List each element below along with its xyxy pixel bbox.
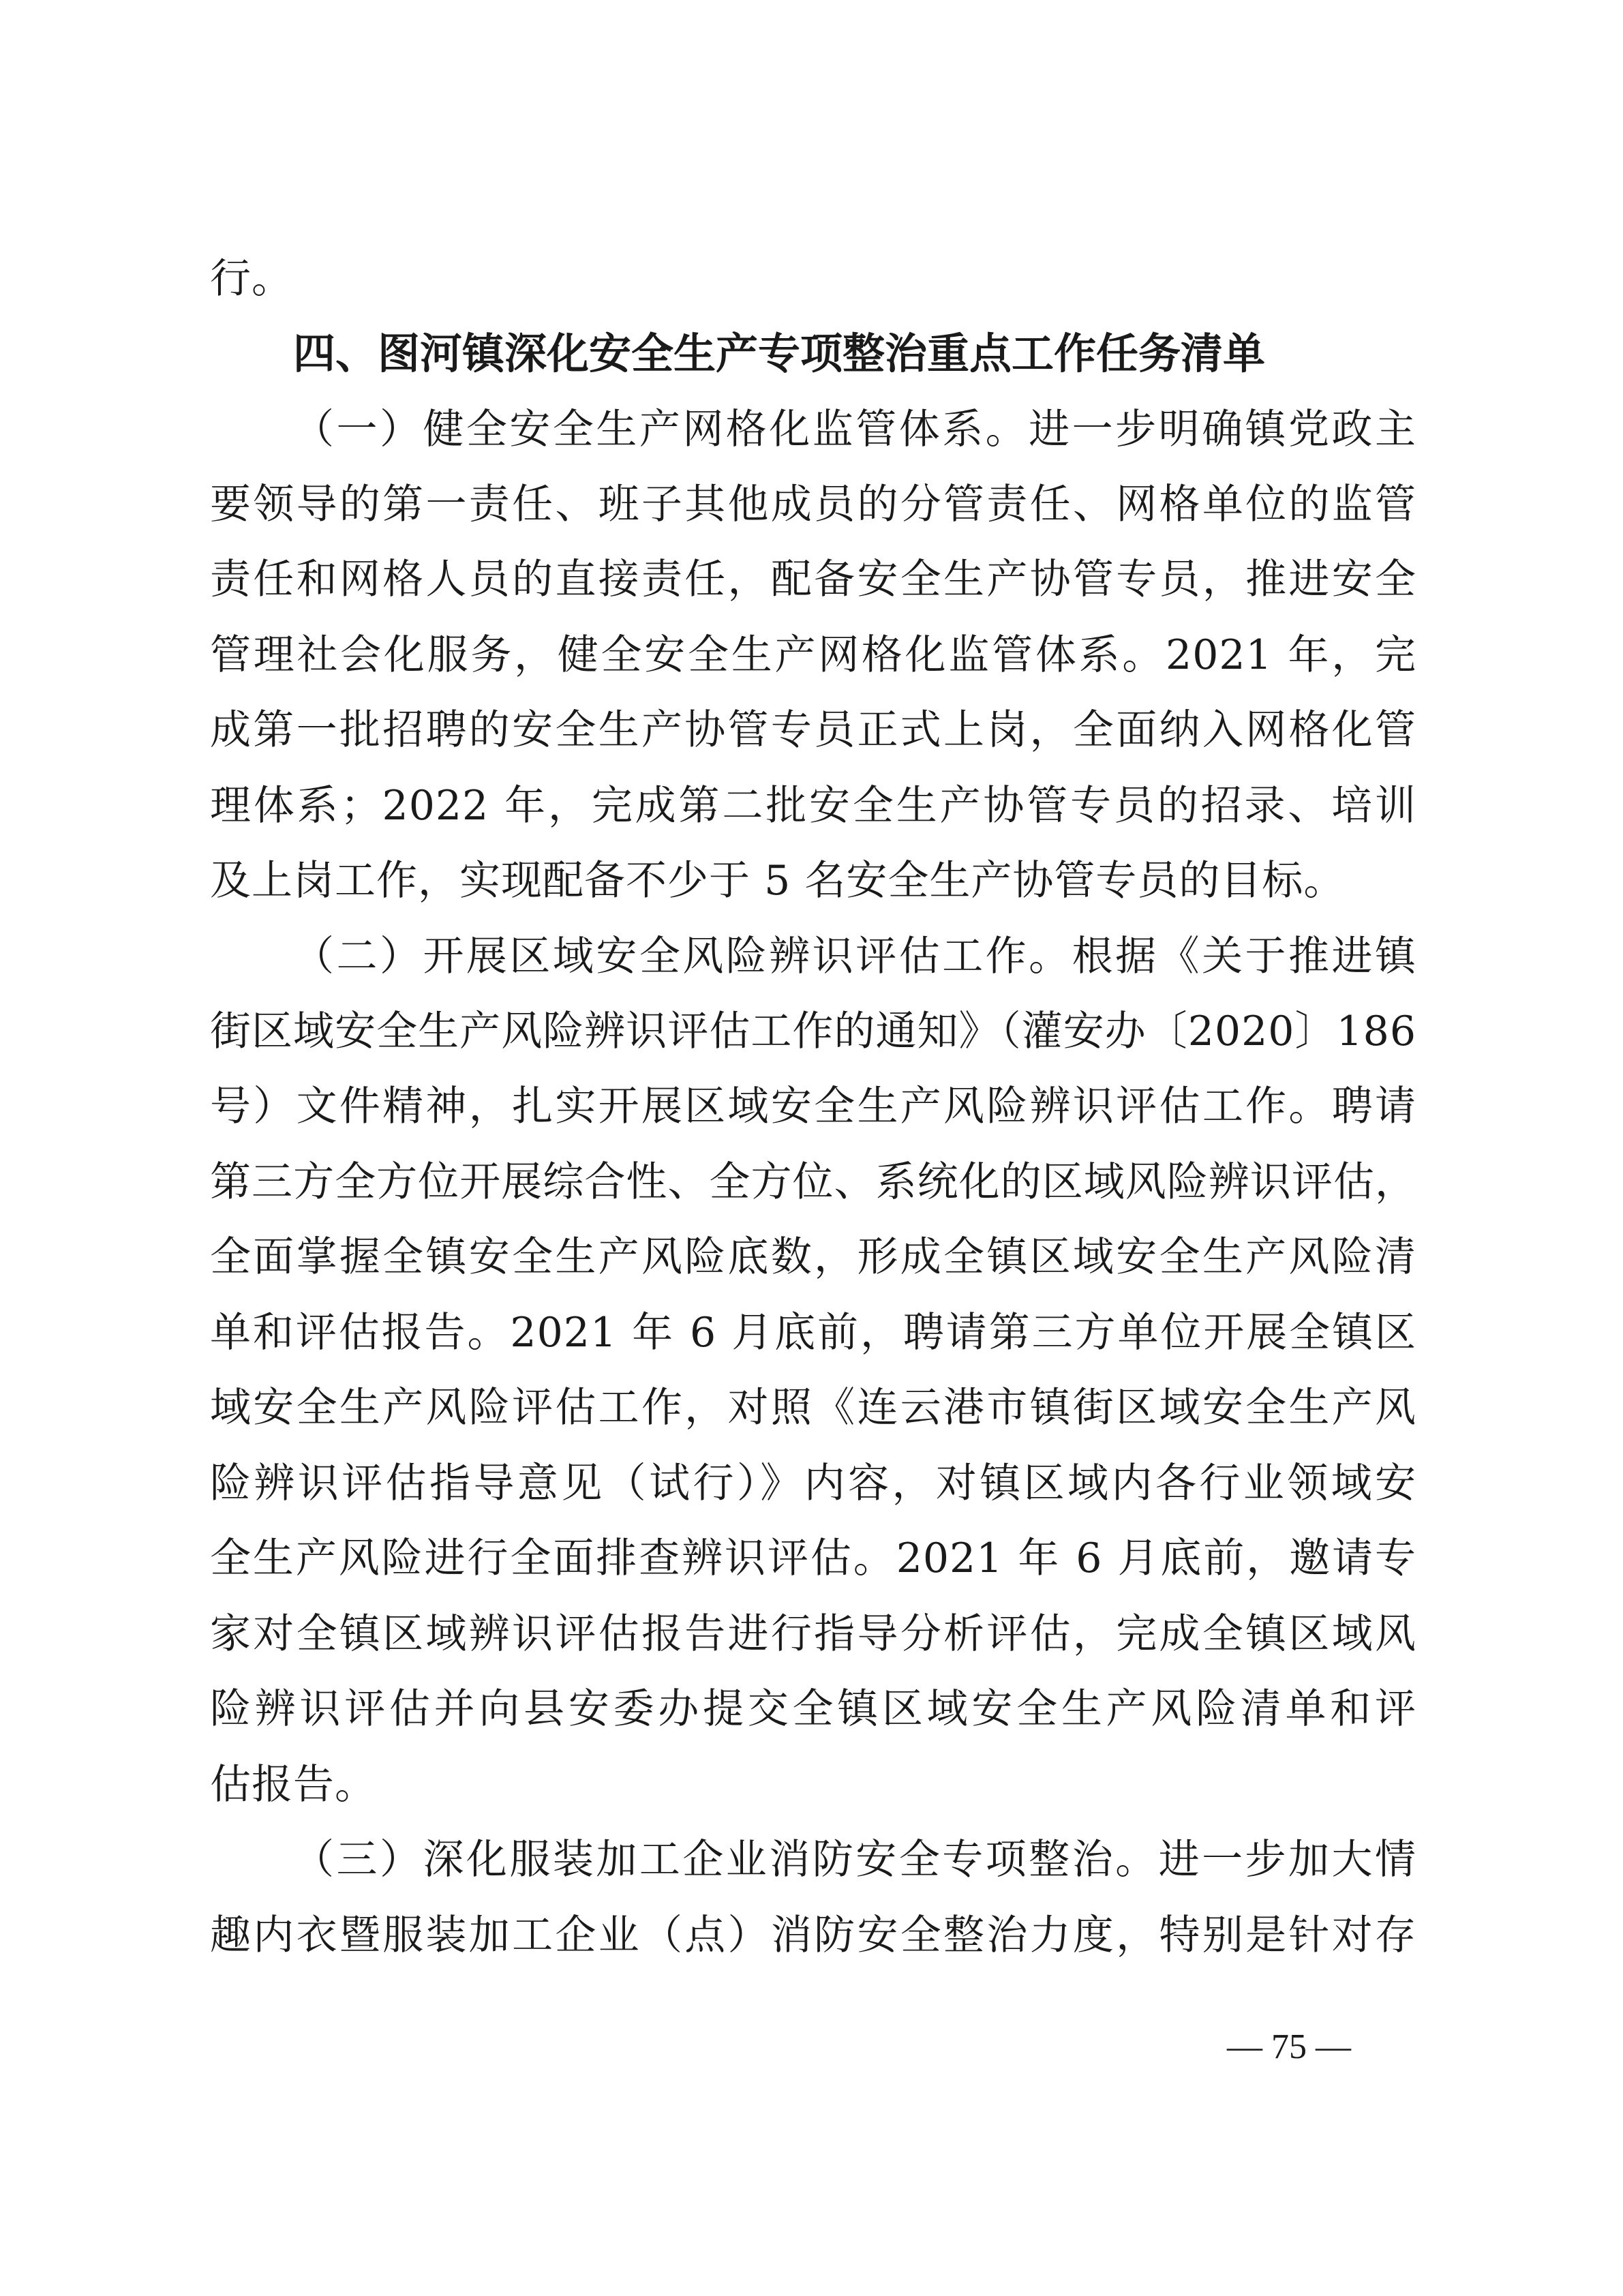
paragraph-2-line-1: （二）开展区域安全风险辨识评估工作。根据《关于推进镇 [293, 933, 1416, 980]
paragraph-2-line-10: 家对全镇区域辨识评估报告进行指导分析评估，完成全镇区域风 [210, 1610, 1416, 1658]
paragraph-2-line-3: 号）文件精神，扎实开展区域安全生产风险辨识评估工作。聘请 [210, 1083, 1416, 1130]
paragraph-2-line-6: 单和评估报告。2021 年 6 月底前，聘请第三方单位开展全镇区 [210, 1309, 1416, 1357]
paragraph-2-line-11: 险辨识评估并向县安委办提交全镇区域安全生产风险清单和评 [210, 1685, 1416, 1733]
paragraph-1-line-2: 要领导的第一责任、班子其他成员的分管责任、网格单位的监管 [210, 481, 1416, 528]
paragraph-1-line-1: （一）健全安全生产网格化监管体系。进一步明确镇党政主 [293, 406, 1416, 453]
paragraph-3-line-2: 趣内衣暨服装加工企业（点）消防安全整治力度，特别是针对存 [210, 1912, 1416, 1959]
paragraph-2-line-8: 险辨识评估指导意见（试行）》内容，对镇区域内各行业领域安 [210, 1460, 1416, 1507]
paragraph-1-line-4: 管理社会化服务，健全安全生产网格化监管体系。2021 年，完 [210, 631, 1416, 679]
paragraph-3-line-1: （三）深化服装加工企业消防安全专项整治。进一步加大情 [293, 1836, 1416, 1884]
paragraph-2-line-9: 全生产风险进行全面排查辨识评估。2021 年 6 月底前，邀请专 [210, 1535, 1416, 1582]
paragraph-2-line-7: 域安全生产风险评估工作，对照《连云港市镇街区域安全生产风 [210, 1384, 1416, 1432]
paragraph-2-line-12: 估报告。 [210, 1761, 376, 1809]
paragraph-1-line-7: 及上岗工作，实现配备不少于 5 名安全生产协管专员的目标。 [210, 857, 1346, 905]
paragraph-2-line-2: 街区域安全生产风险辨识评估工作的通知》（灌安办〔2020〕186 [210, 1008, 1416, 1055]
text-line-1: 行。 [210, 255, 293, 303]
page-number: — 75 — [1227, 2027, 1351, 2066]
paragraph-2-line-4: 第三方全方位开展综合性、全方位、系统化的区域风险辨识评估， [210, 1158, 1416, 1206]
paragraph-1-line-3: 责任和网格人员的直接责任，配备安全生产协管专员，推进安全 [210, 556, 1416, 603]
section-heading: 四、图河镇深化安全生产专项整治重点工作任务清单 [293, 329, 1266, 378]
paragraph-2-line-5: 全面掌握全镇安全生产风险底数，形成全镇区域安全生产风险清 [210, 1233, 1416, 1281]
paragraph-1-line-5: 成第一批招聘的安全生产协管专员正式上岗，全面纳入网格化管 [210, 706, 1416, 754]
paragraph-1-line-6: 理体系；2022 年，完成第二批安全生产协管专员的招录、培训 [210, 782, 1416, 830]
